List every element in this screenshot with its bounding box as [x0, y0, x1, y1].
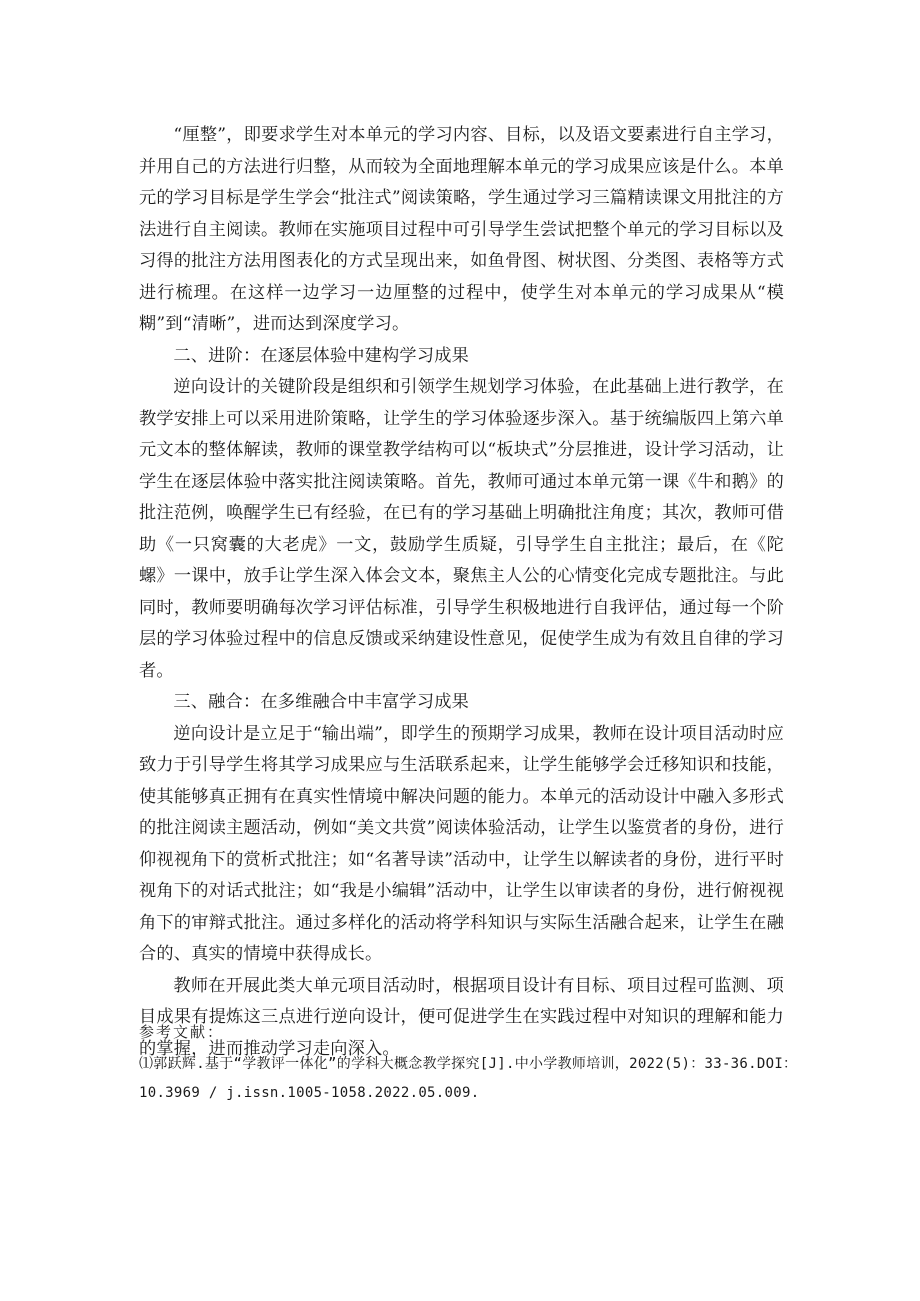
section-heading-fusion: 三、融合：在多维融合中丰富学习成果	[173, 692, 469, 712]
article-body	[139, 120, 784, 1065]
paragraph-advance: 逆向设计的关键阶段是组织和引领学生规划学习体验，在此基础上进行教学，在教学安排上可以采用进阶策略，让学生的学习体验逐步深入。基于统编版四上第六单元文本的整体解读，教师的课堂教学结构可以“板块式”分层推进，设计学习活动，让学生在逐层体验中落实批注阅读策略。首先，教师可通过本单元第一课《牛和鹅》的批注范例，唤醒学生已有经验，在已有的学习基础上明确批注角度；其次，教师可借助《一只窝囊的大老虎》一文，鼓励学生质疑，引导学生自主批注；最后，在《陀螺》一课中，放手让学生深入体会文本，聚焦主人公的心情变化完成专题批注。与此同时，教师要明确每次学习评估标准，引导学生积极地进行自我评估，通过每一个阶层的学习体验过程中的信息反馈或采纳建设性意见，促使学生成为有效且自律的学习者。	[139, 377, 784, 681]
reference-item: ⑴郭跃辉.基于“学教评一体化”的学科大概念教学探究[J].中小学教师培训，2022(5)：33-36.DOI：10.3969 / j.issn.1005-1058.2022.05.009.	[139, 1056, 798, 1101]
paragraph-fusion: 逆向设计是立足于“输出端”，即学生的预期学习成果，教师在设计项目活动时应致力于引导学生将其学习成果应与生活联系起来，让学生能够学会迁移知识和技能，使其能够真正拥有在真实性情境中解决问题的能力。本单元的活动设计中融入多形式的批注阅读主题活动，例如“美文共赏”阅读体验活动，让学生以鉴赏者的身份，进行仰视视角下的赏析式批注；如“名著导读”活动中，让学生以解读者的身份，进行平时视角下的对话式批注；如“我是小编辑”活动中，让学生以审读者的身份，进行俯视视角下的审辩式批注。通过多样化的活动将学科知识与实际生活融合起来，让学生在融合的、真实的情境中获得成长。	[139, 723, 784, 964]
paragraph-organize: “厘整”，即要求学生对本单元的学习内容、目标，以及语文要素进行自主学习，并用自己的方法进行归整，从而较为全面地理解本单元的学习成果应该是什么。本单元的学习目标是学生学会“批注式”阅读策略，学生通过学习三篇精读课文用批注的方法进行自主阅读。教师在实施项目过程中可引导学生尝试把整个单元的学习目标以及习得的批注方法用图表化的方式呈现出来，如鱼骨图、树状图、分类图、表格等方式进行梳理。在这样一边学习一边厘整的过程中，使学生对本单元的学习成果从“模糊”到“清晰”，进而达到深度学习。	[139, 125, 784, 334]
section-heading-advance: 二、进阶：在逐层体验中建构学习成果	[173, 345, 469, 366]
paragraph-conclusion: 教师在开展此类大单元项目活动时，根据项目设计有目标、项目过程可监测、项目成果有提炼这三点进行逆向设计，便可促进学生在实践过程中对知识的理解和能力的掌握，进而推动学习走向深入。	[139, 975, 784, 1059]
references-title: 参考文献：	[139, 1023, 225, 1041]
references-section	[139, 1020, 799, 1108]
